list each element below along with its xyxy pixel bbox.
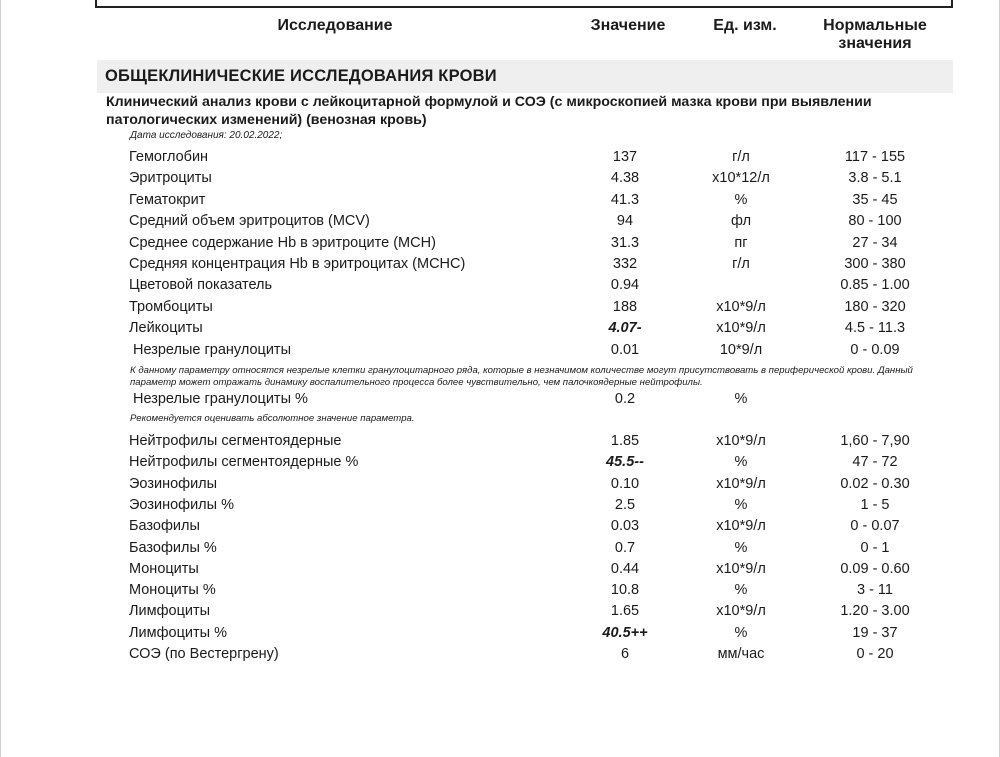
result-row [0,342,1000,362]
result-name: Цветовой показатель [129,277,273,294]
result-name: Нейтрофилы сегментоядерные % [129,454,359,471]
result-value: 0.7 [614,539,636,556]
header-name: Исследование [277,17,393,34]
result-row [0,149,1000,169]
result-reference: 80 - 100 [848,213,902,230]
result-unit: % [734,391,748,407]
result-row [0,192,1000,212]
result-value: 94 [616,213,634,230]
result-unit: 10*9/л [719,341,763,358]
result-row [0,582,1000,602]
result-row [0,320,1000,340]
result-unit: x10*9/л [716,603,766,620]
result-value: 0.01 [610,341,640,358]
result-name: Эритроциты [129,170,212,187]
result-row [0,433,1000,453]
result-value: 1.85 [610,433,640,449]
result-name: Эозинофилы % [129,496,234,513]
previous-block-frame [95,0,953,8]
result-name: Гематокрит [129,191,206,208]
result-row [0,497,1000,517]
result-name: Нейтрофилы сегментоядерные [129,433,342,449]
result-unit: % [734,582,748,599]
result-row [0,235,1000,255]
result-value: 4.07- [608,320,642,337]
result-reference: 0.85 - 1.00 [840,277,910,294]
result-row [0,561,1000,581]
result-unit: x10*9/л [716,560,766,577]
result-reference: 1,60 - 7,90 [840,433,910,449]
result-reference: 0 - 1 [860,539,890,556]
result-reference: 300 - 380 [844,256,906,272]
result-value: 0.44 [610,560,640,577]
result-value: 1.65 [610,603,640,620]
result-reference: 117 - 155 [844,149,906,165]
result-unit: мм/час [717,646,765,662]
result-name: Средний объем эритроцитов (MCV) [129,213,370,230]
result-name: Моноциты % [129,582,216,599]
note-immature-granulocytes: К данному параметру относятся незрелые клетки гранулоцитарного ряда, которые в незначимом количестве могут присутствовать в периферической крови. Данный параметр может отражать динамику воспалительного процесса более чувствительно, чем палочкоядерные нейтрофилы. [130,365,913,388]
result-unit: x10*9/л [716,475,766,492]
header-value: Значение [590,17,666,34]
result-name: Базофилы % [129,539,217,556]
result-row [0,540,1000,560]
result-name: Лимфоциты [129,603,211,620]
result-unit: x10*9/л [716,433,766,449]
result-value: 4.38 [610,170,640,187]
header-reference: Нормальные значения [823,17,927,52]
result-row [0,170,1000,190]
result-value: 6 [620,646,630,662]
result-reference: 0 - 0.09 [850,341,900,358]
result-name: Средняя концентрация Hb в эритроцитах (MCHC) [129,256,466,272]
study-date: Дата исследования: 20.02.2022; [130,130,283,141]
result-unit: % [734,454,748,471]
result-reference: 3 - 11 [856,582,893,599]
result-name: Среднее содержание Hb в эритроците (MCH) [129,234,436,251]
result-row [0,518,1000,538]
result-reference: 0 - 0.07 [850,518,900,535]
result-reference: 47 - 72 [852,454,898,471]
result-reference: 27 - 34 [852,234,898,251]
result-reference: 0.09 - 0.60 [840,560,910,577]
result-unit: % [734,191,748,208]
result-name: Базофилы [129,518,200,535]
result-reference: 1.20 - 3.00 [840,603,910,620]
result-row [0,454,1000,474]
result-row [0,391,1000,411]
result-reference: 3.8 - 5.1 [848,170,902,187]
result-name: Тромбоциты [129,298,213,315]
result-value: 0.03 [610,518,640,535]
result-row [0,256,1000,276]
result-name: Лимфоциты % [129,624,227,641]
result-unit: x10*9/л [716,298,766,315]
result-unit: % [734,539,748,556]
result-value: 332 [612,256,638,272]
result-unit: г/л [732,149,750,165]
result-unit: % [734,496,748,513]
result-value: 0.94 [610,277,640,294]
result-row [0,277,1000,297]
result-value: 45.5-- [606,454,644,471]
result-reference: 0.02 - 0.30 [840,475,910,492]
result-name: Незрелые гранулоциты % [133,391,308,407]
result-reference: 4.5 - 11.3 [844,320,906,337]
result-unit: x10*9/л [716,518,766,535]
result-reference: 35 - 45 [852,191,898,208]
result-value: 31.3 [610,234,640,251]
result-reference: 19 - 37 [852,624,898,641]
result-name: Лейкоциты [129,320,203,337]
result-unit: г/л [732,256,750,272]
result-reference: 0 - 20 [856,646,894,662]
result-unit: % [734,624,748,641]
result-reference: 180 - 320 [844,298,906,315]
test-title: Клинический анализ крови с лейкоцитарной формулой и СОЭ (с микроскопией мазка крови при выявлении патологических изменений) (венозная кровь) [106,94,872,128]
result-row [0,213,1000,233]
section-banner [97,60,953,93]
result-name: СОЭ (по Вестергрену) [129,646,279,662]
result-row [0,476,1000,496]
result-row [0,646,1000,666]
result-row [0,625,1000,645]
result-value: 0.2 [614,391,636,407]
result-unit: x10*12/л [712,170,770,187]
result-row [0,603,1000,623]
result-value: 10.8 [610,582,640,599]
result-value: 188 [612,298,638,315]
result-value: 41.3 [610,191,640,208]
result-value: 0.10 [610,475,640,492]
result-name: Моноциты [129,560,199,577]
result-unit: x10*9/л [716,320,766,337]
section-title: ОБЩЕКЛИНИЧЕСКИЕ ИССЛЕДОВАНИЯ КРОВИ [105,67,497,85]
result-reference: 1 - 5 [860,496,890,513]
header-unit: Ед. изм. [713,17,777,34]
note-recommendation: Рекомендуется оценивать абсолютное значение параметра. [130,413,415,424]
result-name: Незрелые гранулоциты [133,341,291,358]
result-value: 40.5++ [602,624,648,641]
result-name: Эозинофилы [129,475,218,492]
result-unit: пг [734,234,748,251]
result-value: 137 [612,149,638,165]
result-row [0,299,1000,319]
result-name: Гемоглобин [129,149,209,165]
result-value: 2.5 [614,496,636,513]
result-unit: фл [730,213,752,230]
